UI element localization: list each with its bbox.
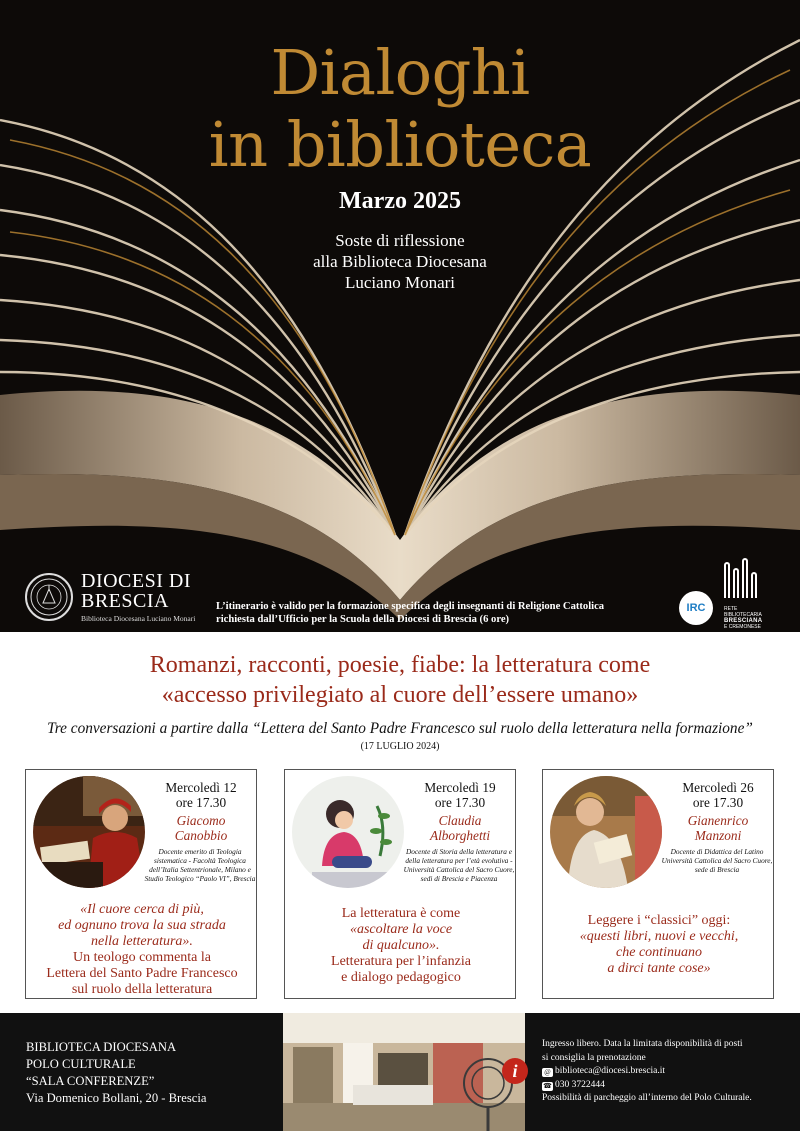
venue-line-2: POLO CULTURALE — [26, 1057, 136, 1071]
headline-line-1: Romanzi, racconti, poesie, fiabe: la letteratura come — [149, 652, 651, 678]
event-card-1 — [25, 769, 257, 999]
speaker-role: Docente emerito di Teologia sistematica - Facoltà Teologica dell’Italia Settentrionale, Milano e Studio Teologico “Paolo VI”, Brescia — [144, 847, 256, 883]
talk-description — [30, 902, 254, 998]
main-headline — [0, 650, 800, 710]
speaker-last-name: Canobbio — [174, 828, 228, 843]
event-month: Marzo 2025 — [339, 188, 461, 214]
training-note-line-2: richiesta dall’Ufficio per la Scuola della Diocesi di Brescia (6 ore) — [216, 614, 510, 625]
event-day: Mercoledì 26 — [682, 780, 754, 795]
subtitle-line-3: Luciano Monari — [345, 273, 455, 292]
venue-address — [26, 1039, 206, 1107]
talk-line-6: sul ruolo della letteratura — [71, 982, 213, 997]
irc-label: IRC — [686, 602, 706, 614]
talk-line-3: nella letteratura». — [91, 934, 193, 949]
diocese-sub: Biblioteca Diocesana Luciano Monari — [81, 614, 196, 623]
talk-line-5: Lettera del Santo Padre Francesco — [46, 966, 238, 981]
email-icon: @ — [542, 1068, 553, 1077]
talk-line-1: «Il cuore cerca di più, — [80, 902, 204, 917]
event-time: ore 17.30 — [692, 795, 744, 810]
venue-line-1: BIBLIOTECA DIOCESANA — [26, 1040, 177, 1054]
venue-line-3: “SALA CONFERENZE” — [26, 1074, 155, 1088]
event-day: Mercoledì 19 — [424, 780, 496, 795]
diocese-logo — [25, 571, 195, 623]
speaker-first-name: Gianenrico — [687, 813, 749, 828]
event-day: Mercoledì 12 — [165, 780, 237, 795]
phone-row — [542, 1079, 792, 1093]
event-datetime — [405, 780, 515, 810]
subtitle-line-1: Soste di riflessione — [335, 231, 465, 250]
phone-icon: ☎ — [543, 1081, 552, 1090]
practical-info — [542, 1038, 792, 1106]
parking-note: Possibilità di parcheggio all’interno del Polo Culturale. — [542, 1093, 752, 1103]
event-time: ore 17.30 — [175, 795, 227, 810]
diocese-name-line-1: DIOCESI DI — [81, 570, 191, 592]
info-line-1: Ingresso libero. Data la limitata disponibilità di posti — [542, 1039, 743, 1049]
diocese-name-line-2: BRESCIA — [81, 590, 169, 612]
talk-line-5: e dialogo pedagogico — [341, 970, 461, 985]
rete-mark-icon — [724, 558, 776, 598]
speaker-name — [405, 813, 515, 843]
talk-line-3: di qualcuno». — [362, 938, 440, 953]
speaker-name — [146, 813, 256, 843]
talk-line-4: a dirci tante cose» — [607, 961, 711, 976]
title-line-2: in biblioteca — [208, 108, 592, 181]
rete-line-1: RETE BIBLIOTECARIA — [724, 606, 762, 618]
venue-line-4: Via Domenico Bollani, 20 - Brescia — [26, 1091, 207, 1105]
event-card-2 — [284, 769, 516, 999]
library-interior-photo — [283, 1013, 525, 1131]
info-icon: i — [502, 1058, 528, 1084]
speaker-first-name: Claudia — [438, 813, 482, 828]
headline-line-2: «accesso privilegiato al cuore dell’essere umano» — [161, 682, 639, 708]
talk-line-2: «questi libri, nuovi e vecchi, — [579, 929, 739, 944]
rete-bibliotecaria-logo — [724, 558, 776, 630]
portrait-reader-fresco — [550, 776, 662, 888]
rete-line-2: BRESCIANA — [724, 618, 763, 624]
talk-description — [547, 913, 771, 977]
portrait-scholar-image — [33, 776, 145, 888]
speaker-role: Docente di Storia della letteratura e della letteratura per l’età evolutiva - Università Cattolica del Sacro Cuore, sedi di Brescia e Piacenza — [403, 847, 515, 883]
talk-line-2: «ascoltare la voce — [349, 922, 453, 937]
info-line-2: si consiglia la prenotazione — [542, 1052, 646, 1063]
talk-line-3: che continuano — [616, 945, 702, 960]
talk-line-4: Letteratura per l’infanzia — [331, 954, 471, 969]
talk-line-2: ed ognuno trova la sua strada — [58, 918, 226, 933]
intro-text: Tre conversazioni a partire dalla “Lettera del Santo Padre Francesco sul ruolo della letteratura nella formazione” — [47, 720, 753, 737]
event-card-3 — [542, 769, 774, 999]
portrait-child-illustration — [292, 776, 404, 888]
event-datetime — [146, 780, 256, 810]
speaker-role: Docente di Didattica del Latino Università Cattolica del Sacro Cuore, sede di Brescia — [661, 847, 773, 874]
speaker-first-name: Giacomo — [176, 813, 226, 828]
intro-date: (17 LUGLIO 2024) — [360, 741, 440, 752]
training-note-line-1: L’itinerario è valido per la formazione specifica degli insegnanti di Religione Cattolica — [216, 601, 605, 612]
speaker-name — [663, 813, 773, 843]
event-datetime — [663, 780, 773, 810]
title-line-1: Dialoghi — [270, 36, 530, 109]
event-time: ore 17.30 — [434, 795, 486, 810]
email-address[interactable]: biblioteca@diocesi.brescia.it — [555, 1066, 666, 1076]
talk-description — [289, 906, 513, 986]
speaker-last-name: Alborghetti — [429, 828, 491, 843]
rete-line-3: E CREMONESE — [724, 624, 761, 630]
talk-line-1: La letteratura è come — [341, 906, 461, 921]
talk-line-4: Un teologo commenta la — [72, 950, 212, 965]
email-row — [542, 1065, 792, 1079]
phone-number[interactable]: 030 3722444 — [555, 1079, 605, 1090]
subtitle-line-2: alla Biblioteca Diocesana — [313, 252, 487, 271]
training-note — [216, 600, 676, 626]
hero-subtitle — [0, 230, 800, 293]
speaker-last-name: Manzoni — [694, 828, 742, 843]
irc-logo — [679, 591, 713, 625]
talk-line-1: Leggere i “classici” oggi: — [587, 913, 731, 928]
diocese-seal-icon — [25, 573, 73, 621]
footer — [0, 1013, 800, 1131]
